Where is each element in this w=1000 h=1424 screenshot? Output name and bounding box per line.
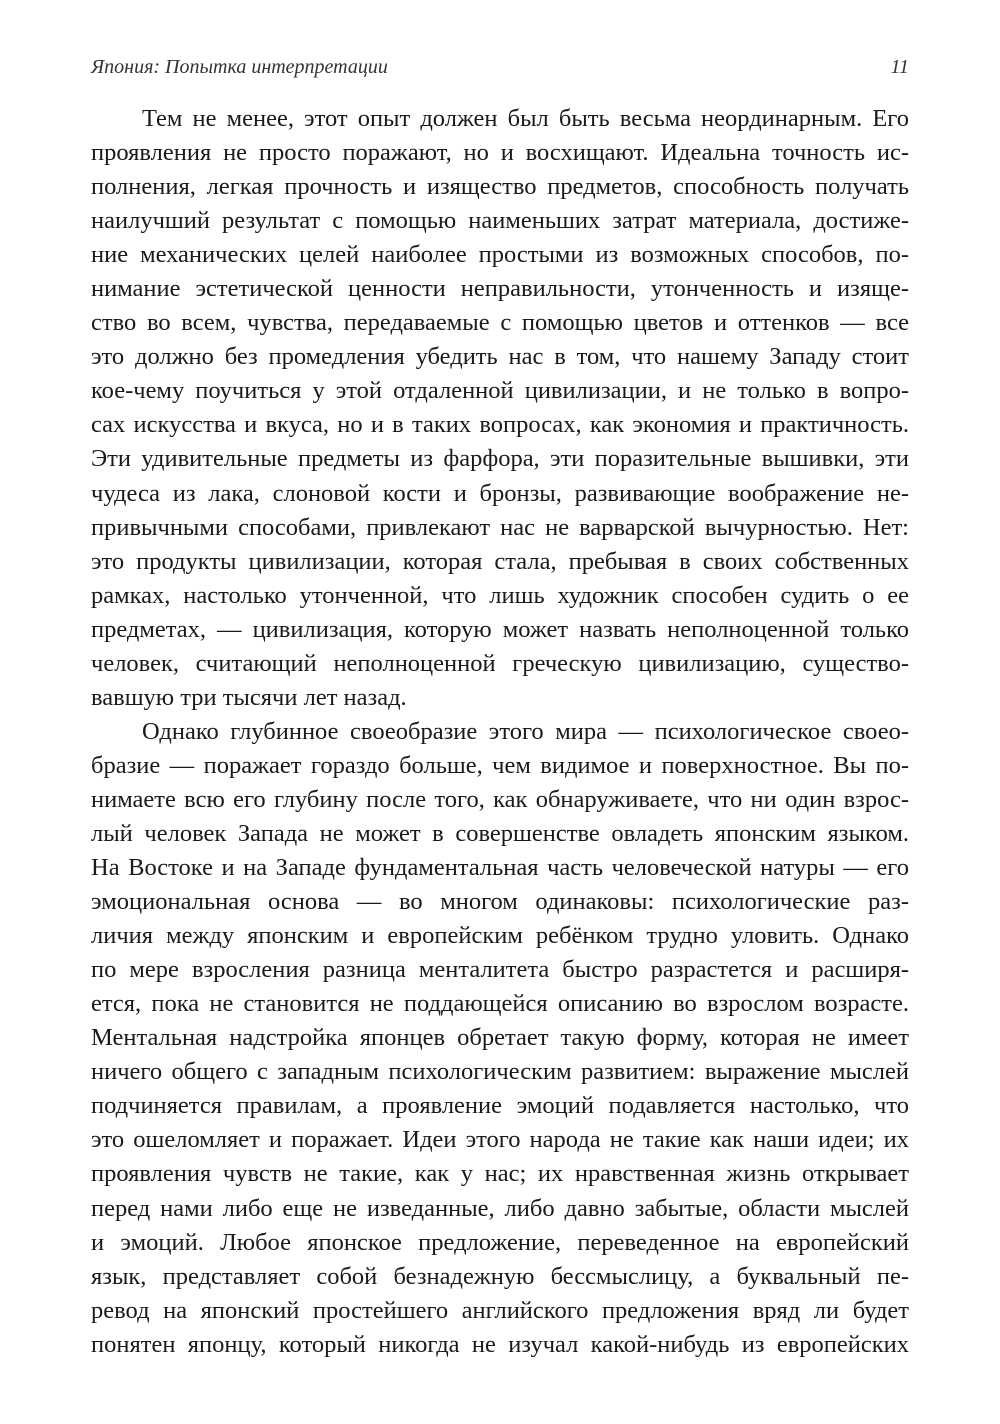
text-line: это должно без промедления убедить нас в том, что нашему Западу стоит	[91, 343, 909, 371]
text-line: по мере взросления разница менталитета быстро разрастется и расширя-	[91, 956, 909, 984]
text-line: проявления не просто поражают, но и восхищают. Идеальна точность ис-	[91, 139, 909, 167]
page-number: 11	[890, 56, 909, 78]
running-header	[91, 56, 909, 84]
running-title: Япония: Попытка интерпретации	[91, 56, 388, 78]
text-line: и эмоций. Любое японское предложение, переведенное на европейский	[91, 1228, 909, 1256]
text-line: полнения, легкая прочность и изящество предметов, способность получать	[91, 173, 909, 201]
text-line: ется, пока не становится не поддающейся описанию во взрослом возрасте.	[91, 990, 909, 1018]
text-line: Тем не менее, этот опыт должен был быть весьма неординарным. Его	[142, 105, 909, 132]
text-line: кое-чему поучиться у этой отдаленной цивилизации, и не только в вопро-	[91, 377, 909, 405]
text-line: рамках, настолько утонченной, что лишь художник способен судить о ее	[91, 581, 909, 609]
paragraph	[91, 715, 909, 1362]
text-line: ревод на японский простейшего английского предложения вряд ли будет	[91, 1296, 909, 1324]
text-line: лый человек Запада не может в совершенстве овладеть японским языком.	[91, 819, 909, 847]
text-line: язык, представляет собой безнадежную бессмыслицу, а буквальный пе-	[91, 1262, 909, 1290]
text-line: вавшую три тысячи лет назад.	[91, 683, 407, 711]
text-line: это ошеломляет и поражает. Идеи этого народа не такие как наши идеи; их	[91, 1126, 909, 1154]
text-line: Однако глубинное своеобразие этого мира — психологическое своео-	[142, 717, 909, 745]
text-line: Ментальная надстройка японцев обретает такую форму, которая не имеет	[91, 1024, 909, 1052]
text-line: предметах, — цивилизация, которую может назвать неполноценной только	[91, 615, 909, 643]
paragraph	[91, 102, 909, 715]
text-line: проявления чувств не такие, как у нас; их нравственная жизнь открывает	[91, 1160, 909, 1188]
text-line: эмоциональная основа — во многом одинаковы: психологические раз-	[91, 888, 909, 916]
text-line: ничего общего с западным психологическим развитием: выражение мыслей	[91, 1058, 909, 1086]
text-line: ство во всем, чувства, передаваемые с помощью цветов и оттенков — все	[91, 309, 909, 337]
text-line: подчиняется правилам, а проявление эмоций подавляется настолько, что	[91, 1092, 909, 1120]
text-line: ние механических целей наиболее простыми из возможных способов, по-	[91, 241, 909, 269]
text-line: понятен японцу, который никогда не изучал какой-нибудь из европейских	[91, 1330, 909, 1358]
text-line: нимаете всю его глубину после того, как обнаруживаете, что ни один взрос-	[91, 785, 909, 813]
text-line: Эти удивительные предметы из фарфора, эти поразительные вышивки, эти	[91, 445, 909, 473]
text-line: сах искусства и вкуса, но и в таких вопросах, как экономия и практичность.	[91, 411, 909, 439]
text-line: наилучший результат с помощью наименьших затрат материала, достиже-	[91, 207, 909, 235]
text-line: это продукты цивилизации, которая стала, пребывая в своих собственных	[91, 547, 909, 575]
text-line: личия между японским и европейским ребёнком трудно уловить. Однако	[91, 922, 909, 950]
text-line: чудеса из лака, слоновой кости и бронзы, развивающие воображение не-	[91, 479, 909, 507]
text-line: человек, считающий неполноценной греческую цивилизацию, существо-	[91, 649, 909, 677]
text-line: На Востоке и на Западе фундаментальная часть человеческой натуры — его	[91, 854, 909, 882]
text-line: привычными способами, привлекают нас не варварской вычурностью. Нет:	[91, 513, 909, 541]
text-line: нимание эстетической ценности неправильности, утонченность и изяще-	[91, 275, 909, 303]
text-line: бразие — поражает гораздо больше, чем видимое и поверхностное. Вы по-	[91, 751, 909, 779]
body-text	[91, 102, 909, 1362]
text-line: перед нами либо еще не изведанные, либо давно забытые, области мыслей	[91, 1194, 909, 1222]
